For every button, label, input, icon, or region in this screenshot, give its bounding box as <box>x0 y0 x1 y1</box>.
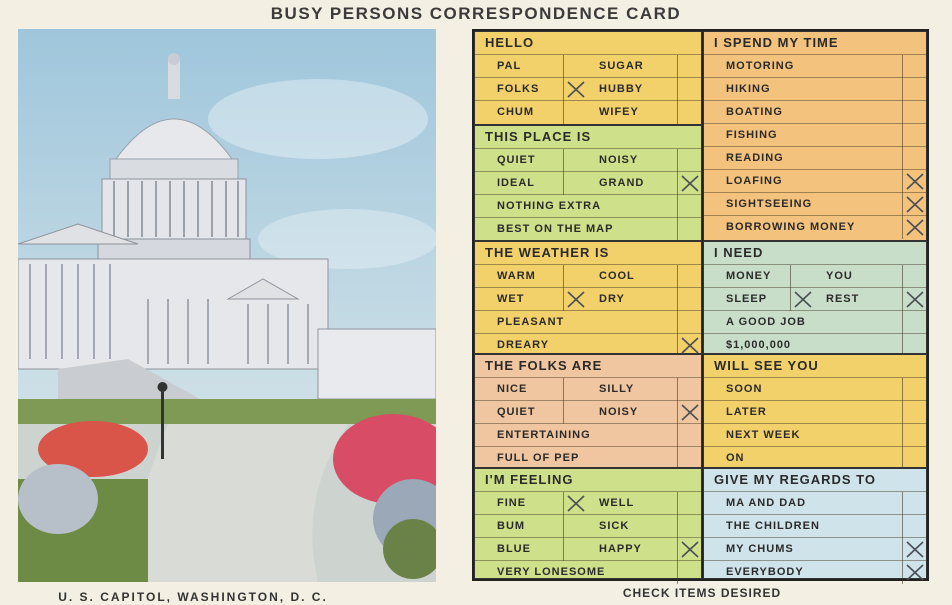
checklist-row <box>475 171 701 195</box>
check-item-label: FOLKS <box>497 83 540 95</box>
checkbox[interactable] <box>902 311 926 334</box>
checkbox[interactable] <box>563 492 587 515</box>
check-mark-icon <box>905 218 925 237</box>
checklist-row <box>704 215 926 239</box>
checklist-row <box>704 310 926 334</box>
check-item[interactable] <box>475 447 703 470</box>
check-item[interactable] <box>704 193 928 216</box>
check-item[interactable] <box>704 311 928 334</box>
check-item-label: PAL <box>497 60 522 72</box>
check-item[interactable] <box>475 195 703 218</box>
checklist-row <box>475 377 701 401</box>
checkbox[interactable] <box>563 78 587 101</box>
check-item-label: MOTORING <box>726 60 795 72</box>
checkbox[interactable] <box>677 195 701 218</box>
checklist-row <box>475 560 701 584</box>
checkbox[interactable] <box>677 172 701 195</box>
section-see <box>703 354 927 468</box>
checkbox[interactable] <box>902 265 926 288</box>
check-item[interactable] <box>704 288 816 311</box>
checkbox[interactable] <box>902 288 926 311</box>
checkbox[interactable] <box>902 424 926 447</box>
check-item[interactable] <box>589 288 703 311</box>
check-item-label: NOISY <box>599 154 639 166</box>
checkbox[interactable] <box>563 401 587 424</box>
checklist-row <box>475 264 701 288</box>
check-item-label: A GOOD JOB <box>726 316 806 328</box>
checkbox[interactable] <box>677 492 701 515</box>
checkbox[interactable] <box>790 288 814 311</box>
check-item-label: BORROWING MONEY <box>726 221 856 233</box>
check-item-label: YOU <box>826 270 853 282</box>
checklist-row <box>704 192 926 216</box>
checkbox[interactable] <box>677 561 701 584</box>
check-item-label: THE CHILDREN <box>726 520 820 532</box>
checkbox[interactable] <box>902 447 926 470</box>
checkbox[interactable] <box>677 288 701 311</box>
checklist-row <box>475 491 701 515</box>
section-heading: THE WEATHER IS <box>485 245 610 260</box>
check-mark-icon <box>905 540 925 559</box>
check-item-label: ENTERTAINING <box>497 429 591 441</box>
check-item-label: IDEAL <box>497 177 535 189</box>
section-folks <box>474 354 702 468</box>
check-item-label: NOISY <box>599 406 639 418</box>
checklist-row <box>475 217 701 241</box>
check-item-label: DRY <box>599 293 625 305</box>
checklist-row <box>475 194 701 218</box>
checklist-row <box>704 423 926 447</box>
check-item[interactable] <box>704 492 928 515</box>
check-mark-icon <box>905 172 925 191</box>
checkbox[interactable] <box>902 78 926 101</box>
checkbox[interactable] <box>563 172 587 195</box>
check-item-label: FULL OF PEP <box>497 452 580 464</box>
checkbox[interactable] <box>677 424 701 447</box>
check-item-label: VERY LONESOME <box>497 566 606 578</box>
check-item[interactable] <box>704 378 928 401</box>
checklist-row <box>704 287 926 311</box>
checkbox[interactable] <box>563 288 587 311</box>
check-item[interactable] <box>475 311 703 334</box>
footer-instruction: CHECK ITEMS DESIRED <box>622 586 782 600</box>
check-item-label: WIFEY <box>599 106 639 118</box>
check-item-label: WARM <box>497 270 536 282</box>
check-item-label: FISHING <box>726 129 778 141</box>
check-item-label: CHUM <box>497 106 534 118</box>
check-item[interactable] <box>589 515 703 538</box>
checkbox[interactable] <box>790 265 814 288</box>
check-item[interactable] <box>704 147 928 170</box>
checklist-row <box>475 400 701 424</box>
card-title: BUSY PERSONS CORRESPONDENCE CARD <box>270 4 682 23</box>
checklist-row <box>704 400 926 424</box>
check-item[interactable] <box>704 424 928 447</box>
checkbox[interactable] <box>677 78 701 101</box>
check-item[interactable] <box>816 265 928 288</box>
check-item[interactable] <box>704 265 816 288</box>
check-item-label: BLUE <box>497 543 531 555</box>
checklist-row <box>475 100 701 124</box>
section-heading: I'M FEELING <box>485 472 574 487</box>
photo-caption: U. S. CAPITOL, WASHINGTON, D. C. <box>58 590 328 604</box>
check-item-label: WET <box>497 293 525 305</box>
check-item[interactable] <box>704 447 928 470</box>
checkbox[interactable] <box>902 193 926 216</box>
check-item-label: SILLY <box>599 383 635 395</box>
check-item-label: LATER <box>726 406 767 418</box>
check-item[interactable] <box>589 401 703 424</box>
check-item[interactable] <box>475 378 589 401</box>
check-item[interactable] <box>475 515 589 538</box>
checklist-row <box>704 100 926 124</box>
check-item[interactable] <box>816 288 928 311</box>
section-time <box>703 31 927 241</box>
check-item[interactable] <box>589 172 703 195</box>
section-need <box>703 241 927 354</box>
check-item-label: $1,000,000 <box>726 339 792 351</box>
check-item-label: COOL <box>599 270 635 282</box>
checkbox[interactable] <box>902 561 926 584</box>
check-item[interactable] <box>475 561 703 584</box>
section-feeling <box>474 468 702 579</box>
check-item[interactable] <box>704 124 928 147</box>
check-mark-icon <box>680 403 700 422</box>
checkbox[interactable] <box>563 515 587 538</box>
section-heading: I NEED <box>714 245 764 260</box>
checkbox[interactable] <box>902 216 926 239</box>
check-mark-icon <box>680 540 700 559</box>
checklist-row <box>704 491 926 515</box>
check-item-label: NEXT WEEK <box>726 429 801 441</box>
checkbox[interactable] <box>677 55 701 78</box>
checklist-row <box>704 514 926 538</box>
checkbox[interactable] <box>563 149 587 172</box>
check-item-label: HIKING <box>726 83 771 95</box>
check-item-label: NICE <box>497 383 528 395</box>
checklist-row <box>704 537 926 561</box>
section-regards <box>703 468 927 579</box>
checklist-row <box>475 310 701 334</box>
checklist-row <box>704 560 926 584</box>
check-item-label: SUGAR <box>599 60 644 72</box>
checkbox[interactable] <box>677 515 701 538</box>
checklist-row <box>475 54 701 78</box>
checkbox[interactable] <box>902 538 926 561</box>
check-mark-icon <box>566 80 586 99</box>
check-item[interactable] <box>589 378 703 401</box>
checkbox[interactable] <box>563 265 587 288</box>
checklist-row <box>475 537 701 561</box>
checklist-row <box>475 77 701 101</box>
checkbox[interactable] <box>902 401 926 424</box>
check-item-label: EVERYBODY <box>726 566 804 578</box>
check-item[interactable] <box>704 401 928 424</box>
check-item[interactable] <box>704 170 928 193</box>
check-item[interactable] <box>589 55 703 78</box>
check-item-label: REST <box>826 293 860 305</box>
check-item[interactable] <box>475 149 589 172</box>
check-item[interactable] <box>589 78 703 101</box>
check-item-label: BEST ON THE MAP <box>497 223 614 235</box>
checklist-row <box>475 446 701 470</box>
check-item-label: SLEEP <box>726 293 768 305</box>
check-item-label: FINE <box>497 497 527 509</box>
check-item[interactable] <box>589 492 703 515</box>
checklist-row <box>704 377 926 401</box>
checklist-row <box>475 514 701 538</box>
check-item[interactable] <box>704 101 928 124</box>
check-item[interactable] <box>475 218 703 241</box>
checkbox[interactable] <box>563 55 587 78</box>
check-item[interactable] <box>704 515 928 538</box>
check-item[interactable] <box>475 265 589 288</box>
checkbox[interactable] <box>902 55 926 78</box>
check-item-label: MY CHUMS <box>726 543 794 555</box>
check-item[interactable] <box>475 492 589 515</box>
section-heading: THIS PLACE IS <box>485 129 592 144</box>
check-item-label: SIGHTSEEING <box>726 198 813 210</box>
check-item[interactable] <box>475 101 589 124</box>
check-item-label: SOON <box>726 383 763 395</box>
check-item-label: QUIET <box>497 154 536 166</box>
check-item[interactable] <box>589 149 703 172</box>
checklist-row <box>704 264 926 288</box>
checklist-row <box>475 148 701 172</box>
section-heading: I SPEND MY TIME <box>714 35 839 50</box>
check-item-label: ON <box>726 452 745 464</box>
check-item[interactable] <box>704 216 928 239</box>
checkbox[interactable] <box>902 101 926 124</box>
check-item-label: QUIET <box>497 406 536 418</box>
check-item[interactable] <box>704 561 928 584</box>
check-item-label: BOATING <box>726 106 783 118</box>
check-item[interactable] <box>704 78 928 101</box>
checkbox[interactable] <box>902 492 926 515</box>
checkbox[interactable] <box>902 124 926 147</box>
check-item-label: WELL <box>599 497 635 509</box>
section-heading: GIVE MY REGARDS TO <box>714 472 876 487</box>
check-item-label: READING <box>726 152 784 164</box>
checkbox[interactable] <box>677 149 701 172</box>
checklist-row <box>704 77 926 101</box>
checkbox[interactable] <box>563 538 587 561</box>
check-mark-icon <box>680 336 700 355</box>
checkbox[interactable] <box>902 378 926 401</box>
check-item[interactable] <box>589 101 703 124</box>
check-item[interactable] <box>704 538 928 561</box>
check-item[interactable] <box>704 55 928 78</box>
check-item-label: NOTHING EXTRA <box>497 200 602 212</box>
checkbox[interactable] <box>677 447 701 470</box>
check-item[interactable] <box>475 538 589 561</box>
checkbox[interactable] <box>563 101 587 124</box>
section-place <box>474 125 702 241</box>
check-item[interactable] <box>475 172 589 195</box>
check-mark-icon <box>566 494 586 513</box>
checklist-row <box>704 123 926 147</box>
checkbox[interactable] <box>677 401 701 424</box>
check-item[interactable] <box>475 78 589 101</box>
checkbox[interactable] <box>677 538 701 561</box>
check-item-label: DREARY <box>497 339 550 351</box>
section-heading: HELLO <box>485 35 535 50</box>
check-item-label: SICK <box>599 520 630 532</box>
checkbox[interactable] <box>902 515 926 538</box>
checkbox[interactable] <box>902 170 926 193</box>
checklist-row <box>704 146 926 170</box>
checkbox[interactable] <box>902 147 926 170</box>
checklist-row <box>704 446 926 470</box>
check-item[interactable] <box>589 265 703 288</box>
checkbox[interactable] <box>677 378 701 401</box>
check-item[interactable] <box>475 401 589 424</box>
check-item-label: MONEY <box>726 270 772 282</box>
checklist-row <box>475 287 701 311</box>
check-item[interactable] <box>475 288 589 311</box>
checklist-grid <box>472 29 929 581</box>
check-mark-icon <box>793 290 813 309</box>
check-mark-icon <box>905 563 925 582</box>
checkbox[interactable] <box>677 101 701 124</box>
checklist-row <box>704 54 926 78</box>
section-heading: THE FOLKS ARE <box>485 358 603 373</box>
checkbox[interactable] <box>677 311 701 334</box>
check-item-label: HAPPY <box>599 543 642 555</box>
check-mark-icon <box>905 290 925 309</box>
check-item-label: BUM <box>497 520 526 532</box>
check-item-label: PLEASANT <box>497 316 565 328</box>
section-heading: WILL SEE YOU <box>714 358 819 373</box>
check-item-label: LOAFING <box>726 175 783 187</box>
check-item-label: MA AND DAD <box>726 497 807 509</box>
check-item[interactable] <box>589 538 703 561</box>
check-item-label: HUBBY <box>599 83 644 95</box>
section-weather <box>474 241 702 354</box>
check-item[interactable] <box>475 55 589 78</box>
checkbox[interactable] <box>563 378 587 401</box>
capitol-photo <box>18 29 436 582</box>
check-mark-icon <box>680 174 700 193</box>
checklist-row <box>704 169 926 193</box>
check-item-label: GRAND <box>599 177 645 189</box>
checklist-row <box>475 423 701 447</box>
checkbox[interactable] <box>677 218 701 241</box>
section-hello <box>474 31 702 125</box>
check-mark-icon <box>905 195 925 214</box>
check-item[interactable] <box>475 424 703 447</box>
checkbox[interactable] <box>677 265 701 288</box>
check-mark-icon <box>566 290 586 309</box>
